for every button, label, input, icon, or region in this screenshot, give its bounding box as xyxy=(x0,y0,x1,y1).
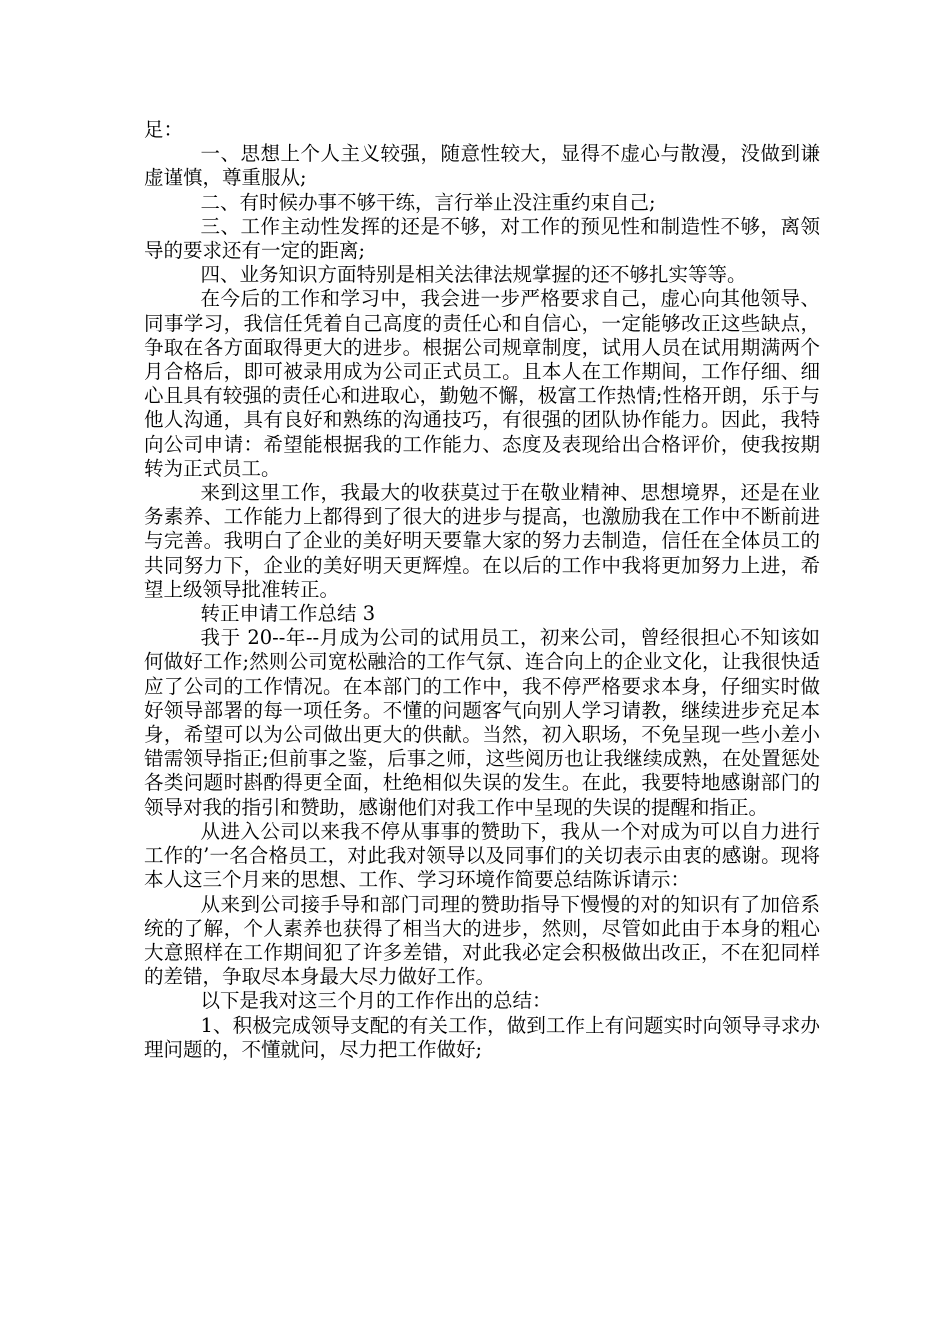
section-heading: 转正申请工作总结 3 xyxy=(200,602,376,626)
paragraph-13: 1、积极完成领导支配的有关工作，做到工作上有问题实时向领导寻求办理问题的，不懂就问，尽力把工作做好; xyxy=(144,1013,820,1061)
paragraph-11: 从来到公司接手导和部门司理的赞助指导下慢慢的对的知识有了加倍系统的了解，个人素养也获得了相当大的进步，然则，尽管如此由于本身的粗心大意照样在工作期间犯了许多差错，对此我必定会积极做出改正，不在犯同样的差错，争取尽本身最大尽力做好工作。 xyxy=(144,892,820,989)
paragraph-7: 来到这里工作，我最大的收获莫过于在敬业精神、思想境界，还是在业务素养、工作能力上都得到了很大的进步与提高，也激励我在工作中不断前进与完善。我明白了企业的美好明天要靠大家的努力去制造，信任在全体员工的共同努力下，企业的美好明天更辉煌。在以后的工作中我将更加努力上进，希望上级领导批准转正。 xyxy=(144,481,820,601)
paragraph-4: 三、工作主动性发挥的还是不够，对工作的预见性和制造性不够，离领导的要求还有一定的距离; xyxy=(144,214,820,263)
paragraph-5: 四、业务知识方面特别是相关法律法规掌握的还不够扎实等等。 xyxy=(200,263,747,287)
paragraph-9: 我于 20--年--月成为公司的试用员工，初来公司，曾经很担心不知该如何做好工作;然则公司宽松融洽的工作气氛、连合向上的企业文化，让我很快适应了公司的工作情况。在本部门的工作中，我不停严格要求本身，仔细实时做好领导部署的每一项任务。不懂的问题客气向别人学习请教，继续进步充足本身，希望可以为公司做出更大的供献。当然，初入职场，不免呈现一些小差小错需领导指正;但前事之鉴，后事之师，这些阅历也让我继续成熟，在处置惩处各类问题时斟酌得更全面，杜绝相似失误的发生。在此，我要特地感谢部门的领导对我的指引和赞助，感谢他们对我工作中呈现的失误的提醒和指正。 xyxy=(144,626,820,819)
paragraph-3: 二、有时候办事不够干练，言行举止没注重约束自己; xyxy=(200,190,656,214)
paragraph-12: 以下是我对这三个月的工作作出的总结： xyxy=(200,989,552,1013)
document-page xyxy=(144,118,820,1062)
paragraph-1: 足： xyxy=(144,118,184,141)
paragraph-10: 从进入公司以来我不停从事事的赞助下，我从一个对成为可以自力进行工作的’一名合格员工，对此我对领导以及同事们的关切表示由衷的感谢。现将本人这三个月来的思想、工作、学习环境作简要总结陈诉请示： xyxy=(144,819,820,892)
paragraph-6: 在今后的工作和学习中，我会进一步严格要求自己，虚心向其他领导、同事学习，我信任凭着自己高度的责任心和自信心，一定能够改正这些缺点，争取在各方面取得更大的进步。根据公司规章制度，试用人员在试用期满两个月合格后，即可被录用成为公司正式员工。且本人在工作期间，工作仔细、细心且具有较强的责任心和进取心，勤勉不懈，极富工作热情;性格开朗，乐于与他人沟通，具有良好和熟练的沟通技巧，有很强的团队协作能力。因此，我特向公司申请：希望能根据我的工作能力、态度及表现给出合格评价，使我按期转为正式员工。 xyxy=(144,287,820,480)
paragraph-2: 一、思想上个人主义较强，随意性较大，显得不虚心与散漫，没做到谦虚谨慎，尊重服从; xyxy=(144,142,820,190)
